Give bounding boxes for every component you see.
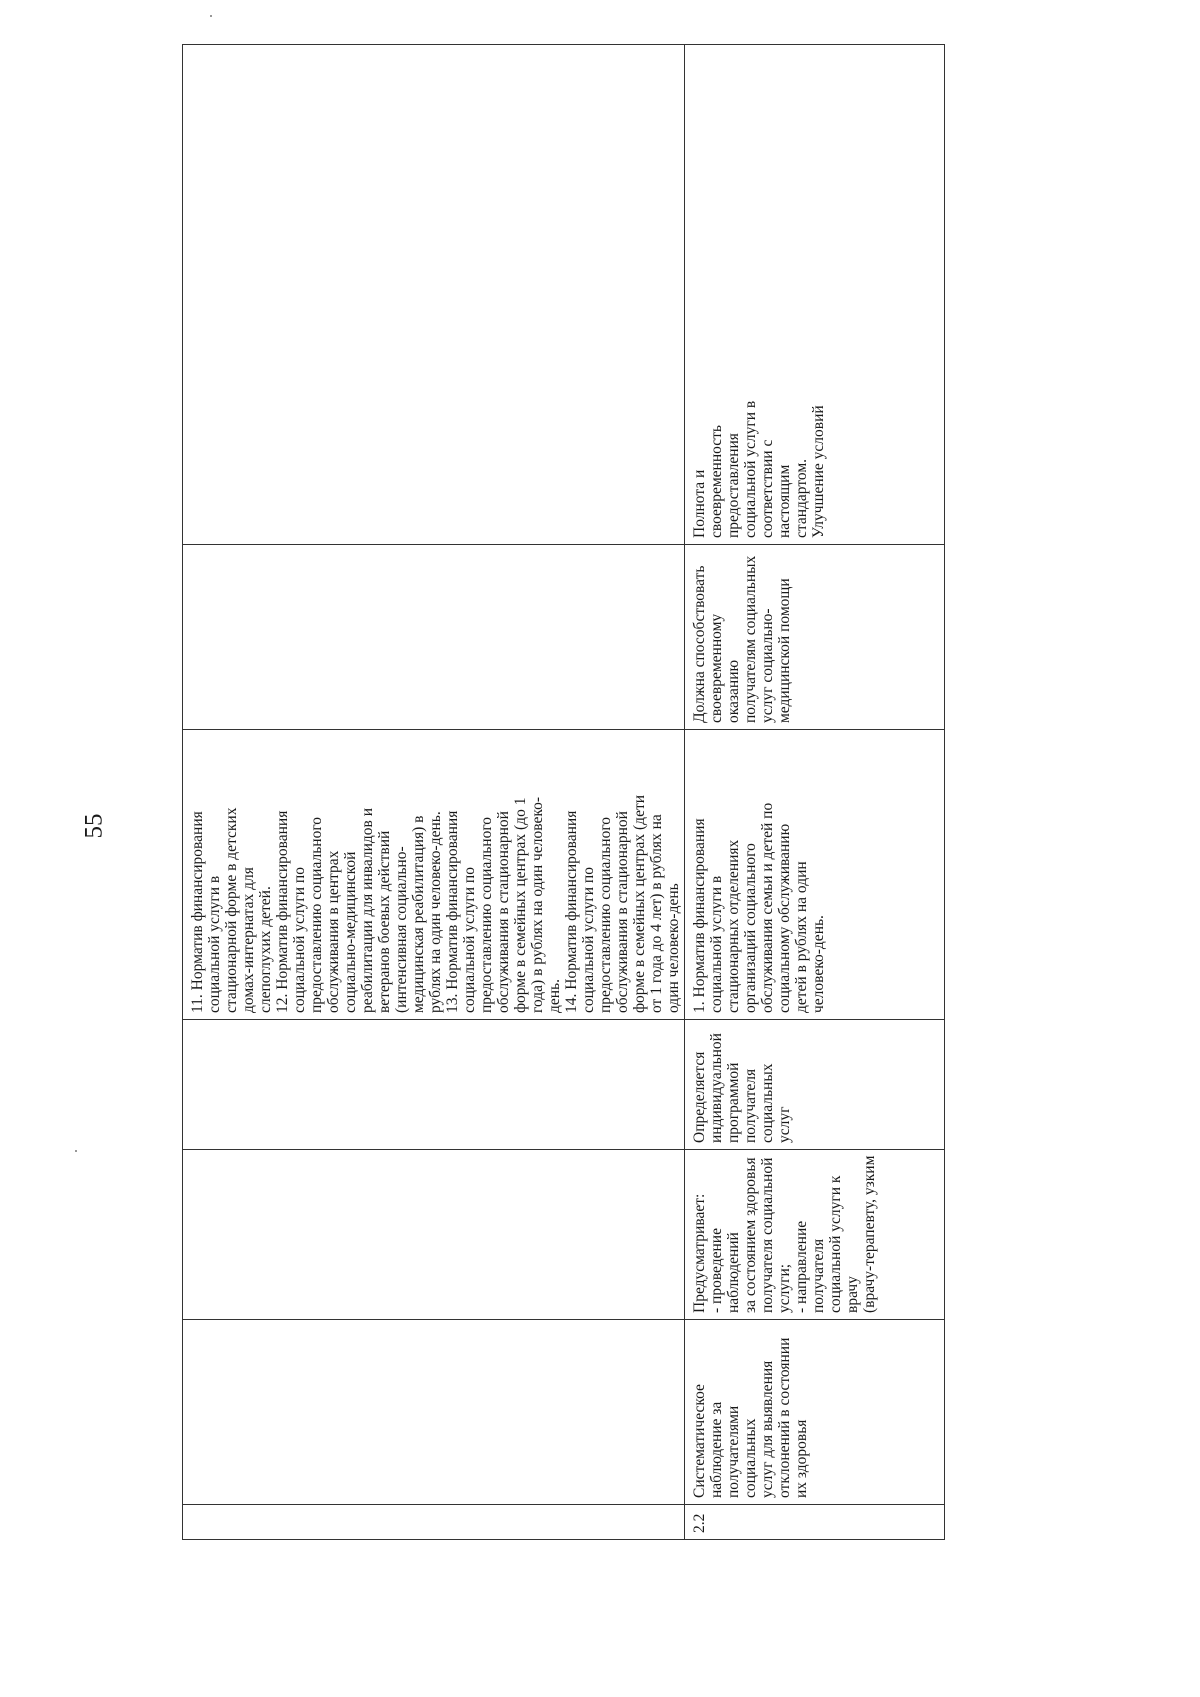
row2-cell-conditions: Должна способствовать своевременному оказанию получателям социальных услуг социально- медицинской помощи [685, 545, 945, 730]
row1-cell-volume [183, 1020, 685, 1150]
rotated-table-wrapper [182, 45, 898, 1540]
row1-cell-description [183, 1150, 685, 1320]
row2-cell-volume: Определяется индивидуальной программой получателя социальных услуг [685, 1020, 945, 1150]
row2-cell-number: 2.2 [685, 1505, 945, 1540]
page-number: 55 [80, 813, 108, 839]
row2-cell-description: Предусматривает: - проведение наблюдений за состоянием здоровья получателя социальной услуги; - направление получателя социальной услуги к врачу (врачу-терапевту, узким [685, 1150, 945, 1320]
row1-cell-service-name [183, 1320, 685, 1505]
row1-cell-quality [183, 45, 685, 545]
table-row [183, 45, 685, 1540]
row1-cell-number [183, 1505, 685, 1540]
table-row [685, 45, 945, 1540]
row2-cell-quality: Полнота и своевременность предоставления социальной услуги в соответствии с настоящим стандартом. Улучшение условий [685, 45, 945, 545]
row2-cell-service-name: Систематическое наблюдение за получателями социальных услуг для выявления отклонений в состоянии их здоровья [685, 1320, 945, 1505]
row1-cell-financing-norms: 11. Норматив финансирования социальной услуги в стационарной форме в детских домах-интернатах для слепоглухих детей. 12. Норматив финансирования социальной услуги по предоставлению социального обслуживания в центрах социально-медицинской реабилитации для инвалидов и ветеранов боевых действий (интенсивная социально- медицинская реабилитация) в рублях на один человеко-день. 13. Норматив финансирования социальной услуги по предоставлению социального обслуживания в стационарной форме в семейных центрах (до 1 года) в рублях на один человеко- день. 14. Норматив финансирования социальной услуги по предоставлению социального обслуживания в стационарной форме в семейных центрах (дети от 1 года до 4 лет) в рублях на один человеко-день [183, 730, 685, 1020]
row2-cell-financing-norms: 1. Норматив финансирования социальной услуги в стационарных отделениях организаций социального обслуживания семьи и детей по социальному обслуживанию детей в рублях на один человеко-день. [685, 730, 945, 1020]
scan-speck [75, 1150, 77, 1152]
scan-speck [210, 15, 212, 17]
row1-cell-conditions [183, 545, 685, 730]
standards-table [182, 44, 945, 1540]
